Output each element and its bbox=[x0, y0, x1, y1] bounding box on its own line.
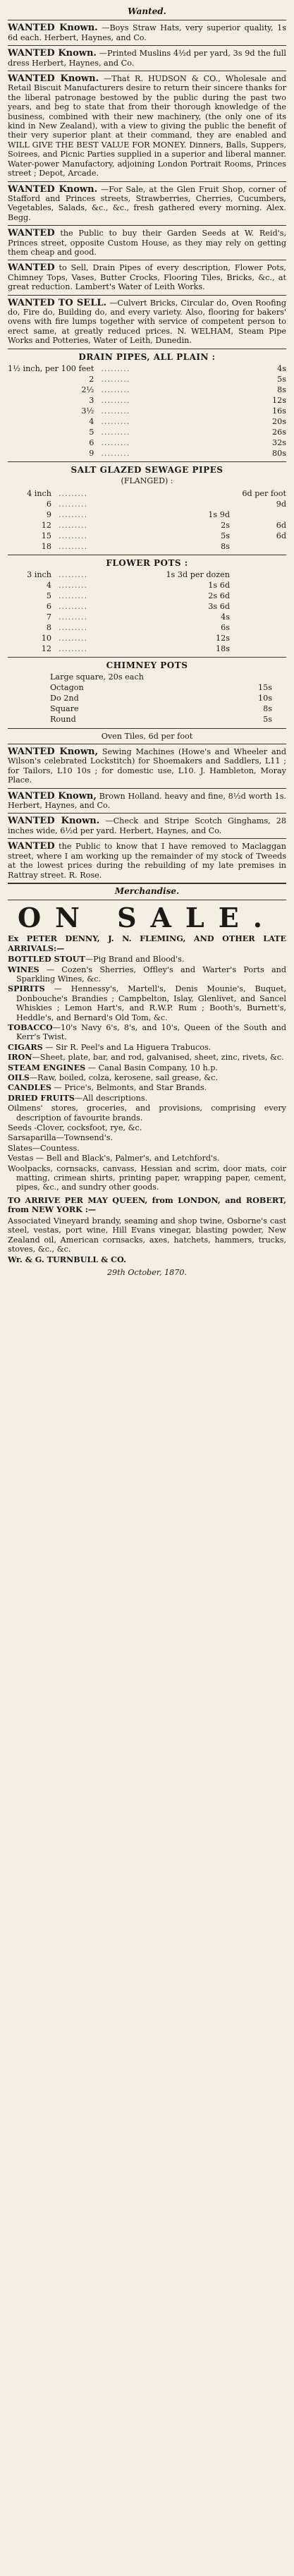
chimney-item bbox=[8, 704, 286, 715]
leader-dots: ......... bbox=[59, 602, 88, 612]
on-sale-title: ON SALE. bbox=[18, 902, 276, 934]
advertisement bbox=[8, 263, 286, 291]
leader-dots: ......... bbox=[59, 541, 88, 551]
merchandise-item bbox=[8, 1094, 286, 1103]
price-cell: 12s bbox=[216, 634, 230, 643]
table-row bbox=[8, 448, 286, 459]
ad-text: —Check and Stripe Scotch Ginghams, 28 inches wide, 6½d per yard. Herbert, Haynes, and Co. bbox=[8, 816, 286, 835]
item-text: — Canal Basin Company, 10 h.p. bbox=[85, 1063, 218, 1072]
ad-lead: WANTED Known, bbox=[8, 790, 97, 802]
price-cell bbox=[237, 509, 286, 520]
divider bbox=[8, 728, 286, 729]
sewage-pipes-subheading: (FLANGED) : bbox=[121, 476, 173, 486]
price-cell: 8s bbox=[277, 385, 286, 394]
table-row bbox=[8, 569, 286, 580]
leader-dots: ......... bbox=[101, 374, 130, 384]
item-text: Oilmens' stores, groceries, and provisions, comprising every description of favourite brands. bbox=[8, 1103, 286, 1123]
ad-text: the Public to know that I have removed to Maclaggan street, where I am working up the remainder of my stock of Tweeds at the lowest prices during the rebuilding of my late premises in Rattray street. R. Rose. bbox=[8, 842, 286, 880]
price-cell bbox=[237, 569, 286, 580]
leader-dots: ......... bbox=[101, 448, 130, 458]
arrivals-intro: Ex PETER DENNY, J. N. FLEMING, AND OTHER LATE ARRIVALS:— bbox=[8, 933, 286, 953]
price-cell: 2s 6d bbox=[208, 591, 230, 601]
item-text: —Sheet, plate, bar, and rod, galvanised, sheet, zinc, rivets, &c. bbox=[32, 1053, 284, 1063]
price-cell: 18s bbox=[216, 644, 230, 654]
leader-dots: ......... bbox=[101, 416, 130, 426]
flower-pots-table bbox=[8, 569, 286, 654]
size-cell: 5 bbox=[46, 591, 51, 601]
divider bbox=[8, 883, 286, 884]
table-row bbox=[8, 643, 286, 654]
ad-text: —Printed Muslins 4½d per yard, 3s 9d the full dress Herbert, Haynes, and Co. bbox=[8, 49, 286, 68]
size-cell: 8 bbox=[46, 623, 51, 633]
price-cell: 6d bbox=[276, 520, 286, 530]
advertisement bbox=[8, 185, 286, 223]
item-text: —Raw, boiled, colza, kerosene, sail grease, &c. bbox=[29, 1073, 218, 1082]
advertisement bbox=[8, 229, 286, 257]
ad-text: to Sell, Drain Pipes of every description, Flower Pots, Chimney Tops, Vases, Butter Crocks, Flooring Tiles, Bricks, &c., at great reduction. Lambert's Water of Leith Works. bbox=[8, 263, 286, 292]
price-cell: 20s bbox=[272, 416, 286, 426]
price-cell bbox=[237, 580, 286, 591]
divider bbox=[8, 45, 286, 46]
arrive-heading: TO ARRIVE PER MAY QUEEN, from LONDON, and ROBERT, from NEW YORK :— bbox=[8, 1195, 286, 1215]
size-cell: 7 bbox=[46, 612, 51, 622]
merchandise-item bbox=[8, 1023, 286, 1042]
leader-dots: ......... bbox=[59, 644, 88, 654]
price-cell bbox=[180, 488, 237, 499]
item-head: IRON bbox=[8, 1052, 32, 1063]
item-head: CANDLES bbox=[8, 1082, 51, 1093]
item-text: — Cozen's Sherries, Offley's and Warter's Ports and Sparkling Wines, &c. bbox=[16, 965, 286, 984]
ad-text: Sewing Machines (Howe's and Wheeler and Wilson's celebrated Lockstitch) for Shoemakers and Saddlers, L11 ; for Tailors, L10 10s ; for domestic use, L10. J. Hambleton, Moray Place. bbox=[8, 747, 287, 785]
ad-text: —Culvert Bricks, Circular do, Oven Roofing do, Fire do, Building do, and every variety. Also, flooring for bakers' ovens with fire lumps together with service of competent person to erect same, at greatly reduced prices. N. WELHAM, Steam Pipe Works and Potteries, Water of Leith, Dunedin. bbox=[8, 298, 286, 346]
item-text: — Hennessy's, Martell's, Denis Mounie's, Buquet, Donbouche's Brandies ; Campbelton, Islay, Glenlivet, and Sancel Whiskies ; Lemon Hart's, and R.W.P. Rum ; Booth's, Burnett's, Heddle's, and Bernard's Old Tom, &c. bbox=[16, 984, 286, 1022]
item-head: WINES bbox=[8, 964, 39, 974]
merchandise-heading: Merchandise. bbox=[114, 885, 180, 896]
item-head: CIGARS bbox=[8, 1041, 43, 1052]
price-cell bbox=[237, 622, 286, 633]
price-cell bbox=[237, 591, 286, 601]
chimney-item bbox=[8, 672, 286, 683]
leader-dots: ......... bbox=[59, 520, 88, 530]
divider bbox=[8, 813, 286, 814]
divider bbox=[8, 657, 286, 658]
ad-text: —For Sale, at the Glen Fruit Shop, corner of Stafford and Princes streets, Strawberries, Cherries, Cucumbers, Vegetables, Salads, &c., &c., fresh gathered every morning. Alex. Begg. bbox=[8, 184, 286, 222]
chimney-price: 8s bbox=[263, 703, 272, 713]
merchandise-item bbox=[8, 1164, 286, 1192]
ad-lead: WANTED bbox=[8, 841, 55, 852]
size-cell: 2½ bbox=[81, 385, 94, 394]
merchandise-item bbox=[8, 1144, 286, 1153]
table-row bbox=[8, 374, 286, 385]
table-row bbox=[8, 541, 286, 552]
size-cell: 6 bbox=[46, 499, 51, 509]
sewage-pipes-table bbox=[8, 488, 286, 552]
size-cell: 5 bbox=[89, 427, 94, 437]
table-row bbox=[8, 633, 286, 643]
merchandise-item bbox=[8, 1123, 286, 1132]
price-cell: 4s bbox=[277, 363, 286, 373]
item-text: —10's Navy 6's, 8's, and 10's, Queen of the South and Kerr's Twist. bbox=[16, 1022, 286, 1042]
item-text: Seeds -Clover, cocksfoot, rye, &c. bbox=[8, 1123, 142, 1133]
table-row bbox=[8, 591, 286, 601]
chimney-item bbox=[8, 715, 286, 725]
price-cell: 16s bbox=[272, 406, 286, 416]
item-text: Vestas — Bell and Black's, Palmer's, and Letchford's. bbox=[8, 1154, 220, 1163]
chimney-price: 10s bbox=[258, 693, 272, 703]
leader-dots: ......... bbox=[59, 531, 88, 540]
size-cell: 3½ bbox=[81, 406, 94, 416]
merchandise-item bbox=[8, 1063, 286, 1072]
wanted-ads-2 bbox=[8, 747, 286, 880]
table-row bbox=[8, 509, 286, 520]
size-cell: 6 bbox=[89, 437, 94, 447]
size-cell: 15 bbox=[41, 531, 51, 540]
advertisement bbox=[8, 23, 286, 42]
price-cell bbox=[180, 499, 237, 509]
leader-dots: ......... bbox=[59, 591, 88, 601]
advertisement bbox=[8, 792, 286, 811]
item-text: Sarsaparilla—Townsend's. bbox=[8, 1133, 114, 1143]
price-cell: 3s 6d bbox=[208, 602, 230, 612]
table-row bbox=[8, 601, 286, 612]
merchandise-list bbox=[8, 955, 286, 1192]
merchandise-item bbox=[8, 1043, 286, 1052]
chimney-price: 15s bbox=[258, 682, 272, 692]
price-cell: 8s bbox=[221, 541, 230, 551]
chimney-name: Square bbox=[50, 703, 79, 713]
divider bbox=[8, 788, 286, 789]
leader-dots: ......... bbox=[101, 363, 130, 373]
leader-dots: ......... bbox=[101, 427, 130, 437]
chimney-name: Octagon bbox=[50, 682, 84, 692]
table-row bbox=[8, 406, 286, 416]
chimney-name: Round bbox=[50, 714, 76, 724]
item-text: Slates—Countess. bbox=[8, 1143, 80, 1153]
divider bbox=[8, 295, 286, 296]
table-row bbox=[8, 363, 286, 374]
size-cell: 3 bbox=[89, 395, 94, 405]
price-cell: 9d bbox=[276, 499, 286, 509]
chimney-price: 5s bbox=[263, 714, 272, 724]
leader-dots: ......... bbox=[59, 581, 88, 591]
arrive-text: Associated Vineyard brandy, seaming and shop twine, Osborne's cast steel, vestas, port wine, Hill Evans vinegar, blasting powder, New Zealand oil, American cornsacks, axes, hatchets, hammers, trucks, stoves, &c., &c. bbox=[8, 1216, 286, 1254]
leader-dots: ......... bbox=[59, 623, 88, 633]
ad-lead: WANTED bbox=[8, 228, 55, 239]
size-cell: 3 inch bbox=[27, 570, 51, 580]
price-cell: 6s bbox=[221, 623, 230, 633]
table-row bbox=[8, 531, 286, 541]
size-cell: 4 bbox=[89, 416, 94, 426]
newspaper-column bbox=[8, 0, 286, 1277]
advertisement bbox=[8, 49, 286, 68]
merchandise-item bbox=[8, 1083, 286, 1092]
item-head: BOTTLED STOUT bbox=[8, 954, 85, 965]
table-row bbox=[8, 580, 286, 591]
price-cell: 5s bbox=[277, 374, 286, 384]
size-cell: 6 bbox=[46, 602, 51, 612]
merchandise-item bbox=[8, 1154, 286, 1163]
item-head: SPIRITS bbox=[8, 984, 45, 994]
leader-dots: ......... bbox=[59, 509, 88, 519]
advertisement bbox=[8, 74, 286, 178]
firm-name: Wr. & G. TURNBULL & CO. bbox=[8, 1254, 126, 1265]
leader-dots: ......... bbox=[101, 385, 130, 394]
merchandise-item bbox=[8, 1103, 286, 1123]
table-row bbox=[8, 385, 286, 395]
item-text: Woolpacks, cornsacks, canvass, Hessian and scrim, door mats, coir matting, crimean shirts, printing paper, wrapping paper, cement, pipes, &c., and sundry other goods. bbox=[8, 1163, 286, 1192]
leader-dots: ......... bbox=[101, 395, 130, 405]
divider bbox=[8, 461, 286, 462]
price-cell: 1s 9d bbox=[208, 509, 230, 519]
wanted-heading: Wanted. bbox=[128, 6, 166, 16]
size-cell: 9 bbox=[46, 509, 51, 519]
item-head: DRIED FRUITS bbox=[8, 1092, 75, 1103]
chimney-item bbox=[8, 694, 286, 704]
size-cell: 18 bbox=[41, 541, 51, 551]
chimney-name: Do 2nd bbox=[50, 693, 79, 703]
item-text: —Pig Brand and Blood's. bbox=[85, 955, 185, 965]
drain-pipes-heading: DRAIN PIPES, ALL PLAIN : bbox=[78, 351, 216, 362]
chimney-item bbox=[8, 683, 286, 694]
price-cell bbox=[237, 643, 286, 654]
flower-pots-heading: FLOWER POTS : bbox=[106, 557, 188, 568]
leader-dots: ......... bbox=[59, 499, 88, 509]
divider bbox=[8, 225, 286, 226]
merchandise-item bbox=[8, 955, 286, 964]
size-cell: 10 bbox=[41, 634, 51, 643]
price-cell: 26s bbox=[272, 427, 286, 437]
ad-text: Brown Holland. heavy and fine, 8½d worth 1s. Herbert, Haynes, and Co. bbox=[8, 791, 286, 811]
table-row bbox=[8, 395, 286, 406]
table-row bbox=[8, 488, 286, 499]
leader-dots: ......... bbox=[101, 406, 130, 416]
size-cell: 1½ inch, per 100 feet bbox=[8, 363, 94, 373]
merchandise-item bbox=[8, 1053, 286, 1062]
size-cell: 2 bbox=[89, 374, 94, 384]
price-cell: 2s bbox=[221, 520, 230, 530]
merchandise-item bbox=[8, 1133, 286, 1142]
price-cell: 1s 6d bbox=[208, 581, 230, 591]
chimney-pots-heading: CHIMNEY POTS bbox=[106, 660, 188, 671]
chimney-pots-list bbox=[8, 672, 286, 725]
item-head: TOBACCO bbox=[8, 1022, 53, 1032]
price-cell bbox=[237, 541, 286, 552]
advertisement bbox=[8, 298, 286, 346]
size-cell: 4 inch bbox=[27, 488, 51, 498]
table-row bbox=[8, 520, 286, 531]
chimney-name: Large square, 20s each bbox=[50, 672, 144, 682]
merchandise-item bbox=[8, 984, 286, 1022]
advertisement bbox=[8, 816, 286, 835]
sewage-pipes-heading: SALT GLAZED SEWAGE PIPES bbox=[71, 465, 223, 475]
leader-dots: ......... bbox=[59, 612, 88, 622]
price-cell bbox=[237, 633, 286, 643]
ad-lead: WANTED Known. bbox=[8, 816, 100, 827]
price-cell: 12s bbox=[272, 395, 286, 405]
ad-text: —That R. HUDSON & CO., Wholesale and Retail Biscuit Manufacturers desire to return their sincere thanks for the liberal patronage bestowed by the public during the past two years, and beg to state that from their thorough knowledge of the business, combined with their new machinery, (the only one of its kind in New Zealand), with a view to giving the public the benefit of their very superior plant at their command, they are enabled and WILL GIVE THE BEST VALUE FOR MONEY. Dinners, Balls, Suppers, Soirees, and Picnic Parties supplied in a superior and liberal manner. Water-power Manufactory, adjoining London Portrait Rooms, Princes street ; Depot, Arcade. bbox=[8, 74, 286, 179]
ad-lead: WANTED Known, bbox=[8, 746, 98, 758]
ad-lead: WANTED Known. bbox=[8, 23, 98, 34]
merchandise-item bbox=[8, 965, 286, 984]
price-cell: 4s bbox=[221, 612, 230, 622]
size-cell: 12 bbox=[41, 644, 51, 654]
table-row bbox=[8, 622, 286, 633]
merchandise-item bbox=[8, 1073, 286, 1082]
leader-dots: ......... bbox=[59, 570, 88, 580]
item-head: STEAM ENGINES bbox=[8, 1062, 86, 1072]
ad-lead: WANTED Known. bbox=[8, 48, 97, 59]
table-row bbox=[8, 612, 286, 622]
drain-pipes-table bbox=[8, 363, 286, 459]
leader-dots: ......... bbox=[101, 437, 130, 447]
advertisement bbox=[8, 747, 286, 785]
price-cell: 1s 3d per dozen bbox=[166, 570, 230, 580]
price-cell bbox=[237, 612, 286, 622]
leader-dots: ......... bbox=[59, 488, 88, 498]
wanted-ads bbox=[8, 23, 286, 345]
ad-text: —Boys Straw Hats, very superior quality, 1s 6d each. Herbert, Haynes, and Co. bbox=[8, 23, 286, 42]
table-row bbox=[8, 437, 286, 448]
divider bbox=[8, 181, 286, 182]
price-cell: 6d bbox=[276, 531, 286, 540]
size-cell: 12 bbox=[41, 520, 51, 530]
price-cell: 6d per foot bbox=[242, 488, 286, 498]
size-cell: 9 bbox=[89, 448, 94, 458]
price-cell: 32s bbox=[272, 437, 286, 447]
ad-text: the Public to buy their Garden Seeds at W. Reid's, Princes street, opposite Custom House, as they may rely on getting them cheap and good. bbox=[8, 229, 286, 257]
advertisement bbox=[8, 842, 286, 880]
oven-tiles-line: Oven Tiles, 6d per foot bbox=[101, 731, 193, 741]
table-row bbox=[8, 499, 286, 509]
issue-date: 29th October, 1870. bbox=[106, 1267, 188, 1277]
price-cell: 5s bbox=[221, 531, 230, 540]
table-row bbox=[8, 416, 286, 427]
ad-lead: WANTED Known. bbox=[8, 73, 99, 85]
item-text: — Price's, Belmonts, and Star Brands. bbox=[51, 1083, 207, 1093]
item-head: OILS bbox=[8, 1072, 30, 1082]
ad-lead: WANTED Known. bbox=[8, 183, 98, 195]
price-cell bbox=[237, 601, 286, 612]
size-cell: 4 bbox=[46, 581, 51, 591]
divider bbox=[8, 838, 286, 839]
item-text: —All descriptions. bbox=[75, 1093, 148, 1103]
table-row bbox=[8, 427, 286, 437]
leader-dots: ......... bbox=[59, 634, 88, 643]
ad-lead: WANTED TO SELL. bbox=[8, 297, 107, 308]
price-cell: 80s bbox=[272, 448, 286, 458]
ad-lead: WANTED bbox=[8, 262, 55, 274]
item-text: — Sir R. Peel's and La Higuera Trabucos. bbox=[42, 1042, 212, 1052]
